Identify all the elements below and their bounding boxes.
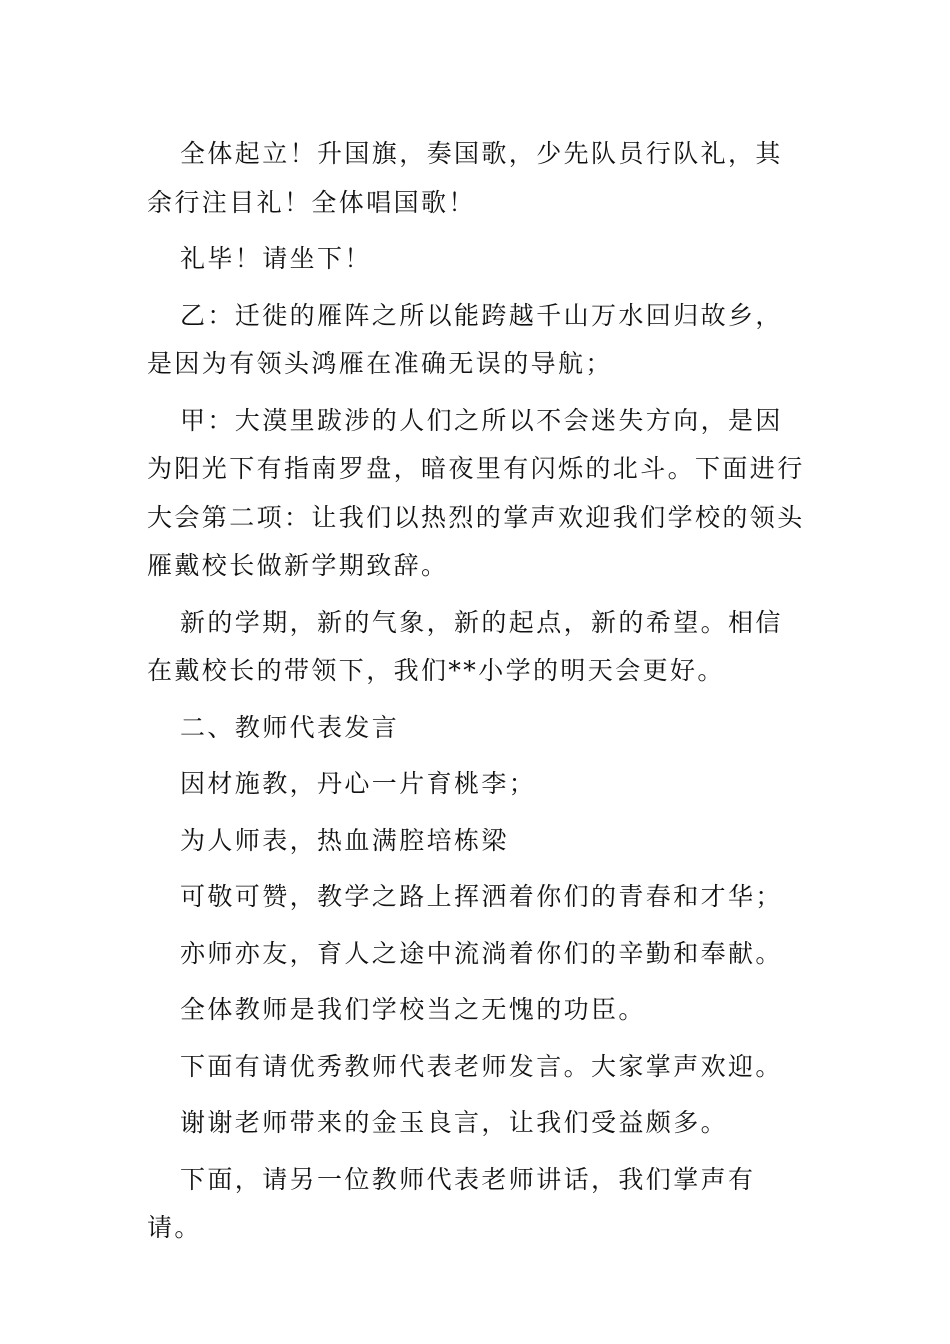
couplet-line-1: 因材施教，丹心一片育桃李； xyxy=(180,769,537,798)
paragraph-be-seated: 礼毕！请坐下！ xyxy=(180,244,372,273)
paragraph-teachers-heroes: 全体教师是我们学校当之无愧的功臣。 xyxy=(180,995,646,1024)
paragraph-thanks: 谢谢老师带来的金玉良言，让我们受益颇多。 xyxy=(180,1108,729,1137)
praise-line-2: 亦师亦友，育人之途中流淌着你们的辛勤和奉献。 xyxy=(180,938,783,968)
paragraph-invite-teacher: 下面有请优秀教师代表老师发言。大家掌声欢迎。 xyxy=(180,1051,783,1081)
section-heading-teacher-speech: 二、教师代表发言 xyxy=(180,712,400,742)
paragraph-new-semester: 新的学期，新的气象，新的起点，新的希望。相信在戴校长的带领下，我们**小学的明天会更好。 xyxy=(147,607,783,685)
paragraph-geese: 乙：迁徙的雁阵之所以能跨越千山万水回归故乡，是因为有领头鸿雁在准确无误的导航； xyxy=(147,300,783,378)
paragraph-anthem: 全体起立！升国旗，奏国歌，少先队员行队礼，其余行注目礼！全体唱国歌！ xyxy=(147,139,783,217)
paragraph-invite-another: 下面，请另一位教师代表老师讲话，我们掌声有请。 xyxy=(147,1164,756,1242)
praise-line-1: 可敬可赞，教学之路上挥洒着你们的青春和才华； xyxy=(180,882,783,911)
document-body xyxy=(147,130,807,1253)
paragraph-principal-intro: 甲：大漠里跋涉的人们之所以不会迷失方向，是因为阳光下有指南罗盘，暗夜里有闪烁的北斗。下面进行大会第二项：让我们以热烈的掌声欢迎我们学校的领头雁戴校长做新学期致辞。 xyxy=(147,405,805,580)
couplet-line-2: 为人师表，热血满腔培栋梁 xyxy=(180,825,509,855)
